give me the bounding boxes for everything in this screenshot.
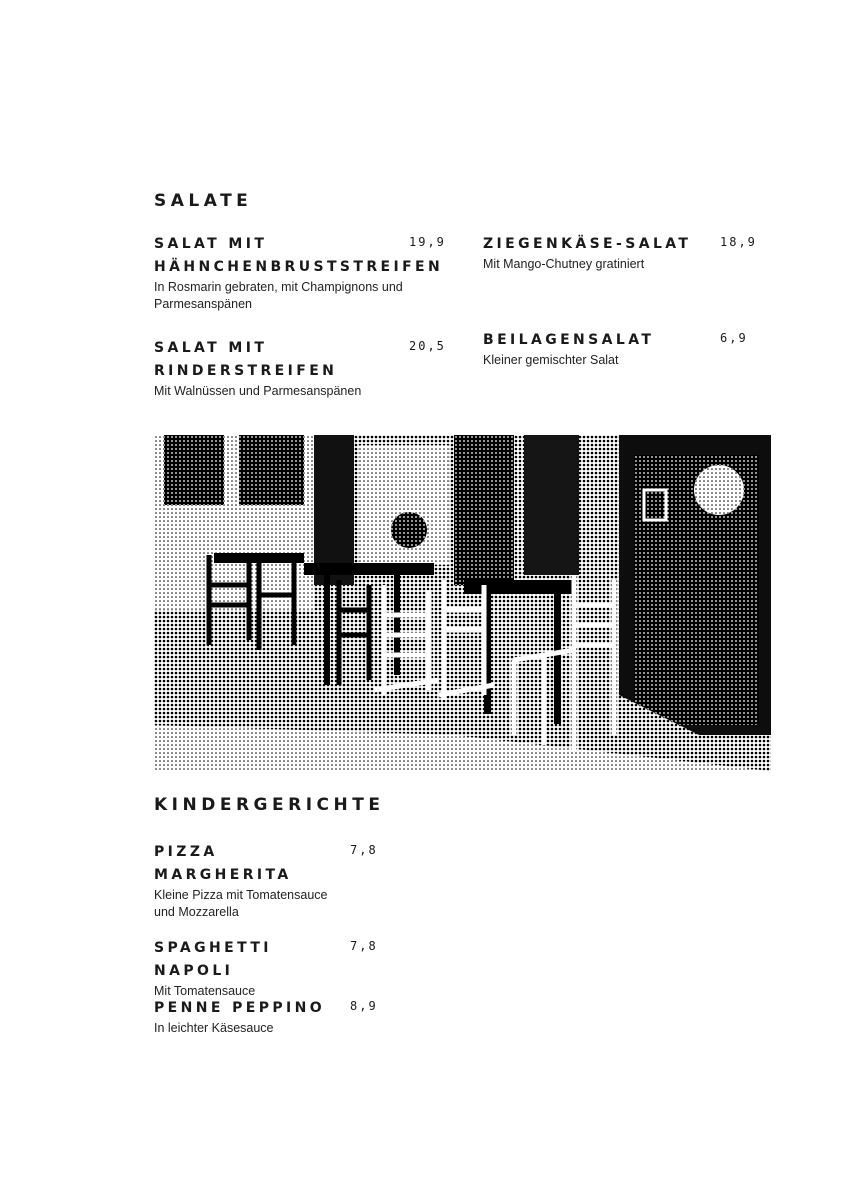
item-price: 8,9	[350, 999, 378, 1013]
item-name: PENNE PEPPINO	[154, 1000, 326, 1016]
menu-item-salat-haehnchen	[154, 233, 444, 313]
menu-item-salat-rinder	[154, 337, 444, 400]
item-name: SPAGHETTI NAPOLI	[154, 940, 272, 979]
item-name: PIZZA MARGHERITA	[154, 844, 292, 883]
item-name: SALAT MIT RINDERSTREIFEN	[154, 340, 338, 379]
menu-item-spaghetti-napoli	[154, 937, 384, 1000]
item-description: Kleine Pizza mit Tomatensauce und Mozzarella	[154, 888, 328, 919]
item-name: SALAT MIT HÄHNCHENBRUSTSTREIFEN	[154, 236, 444, 275]
item-description: Kleiner gemischter Salat	[483, 353, 619, 367]
item-price: 18,9	[720, 235, 757, 249]
item-name: ZIEGENKÄSE-SALAT	[483, 236, 692, 252]
item-name: BEILAGENSALAT	[483, 332, 655, 348]
menu-item-penne-peppino	[154, 997, 384, 1037]
section-title-kindergerichte: KINDERGERICHTE	[154, 795, 385, 815]
section-title-salate: SALATE	[154, 191, 253, 211]
item-price: 7,8	[350, 843, 378, 857]
menu-item-pizza-margherita	[154, 841, 384, 921]
item-description: In leichter Käsesauce	[154, 1021, 274, 1035]
item-description: Mit Mango-Chutney gratiniert	[483, 257, 645, 271]
item-price: 20,5	[409, 339, 446, 353]
menu-item-beilagensalat	[483, 329, 763, 369]
item-price: 19,9	[409, 235, 446, 249]
item-description: Mit Walnüssen und Parmesanspänen	[154, 384, 362, 398]
menu-item-ziegenkaese-salat	[483, 233, 763, 273]
item-description: Mit Tomatensauce	[154, 984, 256, 998]
item-price: 6,9	[720, 331, 748, 345]
item-description: In Rosmarin gebraten, mit Champignons und Parmesanspänen	[154, 280, 403, 311]
item-price: 7,8	[350, 939, 378, 953]
halftone-cafe-chairs-photo	[154, 435, 771, 771]
